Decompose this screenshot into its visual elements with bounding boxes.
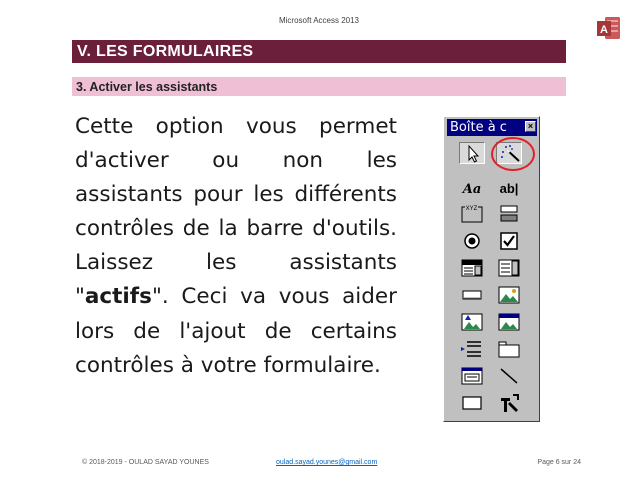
access-logo-icon <box>596 15 622 41</box>
header-title: Microsoft Access 2013 <box>278 16 360 25</box>
option-group-glyph: XYZ <box>465 206 478 212</box>
text-box-glyph: ab| <box>499 181 519 196</box>
page-break-icon[interactable] <box>459 338 485 360</box>
more-controls-icon[interactable] <box>496 392 522 414</box>
unbound-object-frame-icon[interactable] <box>459 311 485 333</box>
body-text-before: Cette option vous permet d'activer ou non les assistants pour les différents contrôles de la barre d'outils. Laissez les assistants " <box>75 114 397 310</box>
combo-box-icon[interactable] <box>459 257 485 279</box>
subsection-title: 3. Activer les assistants <box>72 77 566 96</box>
toolbox-title: Boîte à c <box>450 120 507 135</box>
footer-email-link[interactable]: oulad.sayad.younes@gmail.com <box>276 459 378 466</box>
bound-object-frame-icon[interactable] <box>496 311 522 333</box>
logo-letter: A <box>600 24 608 36</box>
subform-icon[interactable] <box>459 365 485 387</box>
label-glyph: Aa <box>462 182 482 197</box>
rectangle-icon[interactable] <box>459 392 485 414</box>
section-title: V. LES FORMULAIRES <box>72 40 566 63</box>
image-icon[interactable] <box>496 284 522 306</box>
text-box-icon[interactable] <box>496 177 522 199</box>
footer-copyright: © 2018-2019 - OULAD SAYAD YOUNES <box>82 459 209 466</box>
tab-control-icon[interactable] <box>496 338 522 360</box>
highlight-circle <box>491 137 535 171</box>
toggle-button-icon[interactable] <box>496 203 522 225</box>
body-text-after: ". Ceci va vous aider lors de l'ajout de certains contrôles à votre formulaire. <box>75 284 397 378</box>
label-icon[interactable] <box>459 177 485 199</box>
close-icon[interactable]: × <box>525 121 536 132</box>
command-button-icon[interactable] <box>459 284 485 306</box>
list-box-icon[interactable] <box>496 257 522 279</box>
option-group-icon[interactable] <box>459 203 485 225</box>
select-objects-icon[interactable] <box>459 142 485 164</box>
body-text-bold: actifs <box>84 284 152 310</box>
toolbox-titlebar[interactable] <box>447 119 537 136</box>
footer-page-number: Page 6 sur 24 <box>537 459 581 466</box>
body-paragraph <box>75 110 397 383</box>
check-box-icon[interactable] <box>496 230 522 252</box>
line-icon[interactable] <box>496 365 522 387</box>
option-button-icon[interactable] <box>459 230 485 252</box>
